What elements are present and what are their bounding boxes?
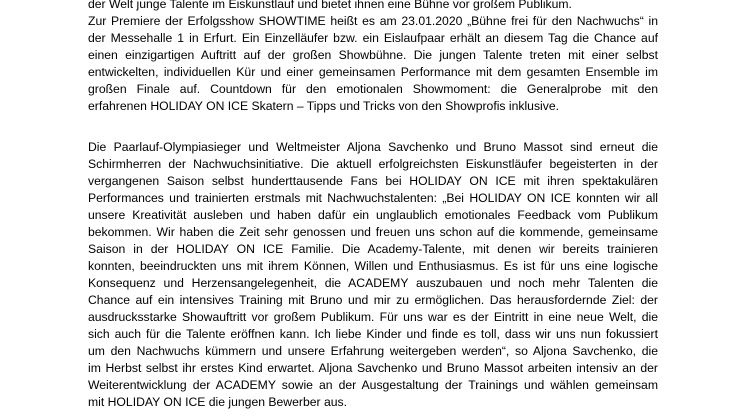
text-line: der Messehalle 1 in Erfurt. Ein Einzelläufer bzw. ein Eislaufpaar erhält an diesem Tag die Chance auf: [88, 31, 658, 45]
text-line: einen einzigartigen Auftritt auf der großen Showbühne. Die jungen Talente treten mit einer selbst: [88, 48, 658, 62]
text-line: ausdrucksstarke Showauftritt vor großem Publikum. Für uns war es der Eintritt in eine neue Welt, die: [88, 310, 658, 324]
text-line: Saison in der HOLIDAY ON ICE Familie. Die Academy-Talente, mit denen wir bereits trainieren: [88, 242, 658, 256]
text-line: Performances und trainierten erstmals mit Nachwuchstalenten: „Bei HOLIDAY ON ICE konnten wir all: [88, 191, 658, 205]
text-line: Konsequenz und Herzensangelegenheit, die ACADEMY auszubauen und noch mehr Talenten die: [88, 276, 658, 290]
text-line: im Herbst selbst ihr erstes Kind erwartet. Aljona Savchenko und Bruno Massot arbeiten intensiv an der: [88, 361, 658, 375]
text-line: Zur Premiere der Erfolgsshow SHOWTIME heißt es am 23.01.2020 „Bühne frei für den Nachwuchs“ in: [88, 14, 658, 28]
text-line: konnten, beeindruckten uns mit ihrem Können, Willen und Enthusiasmus. Es ist für uns eine logische: [88, 259, 658, 273]
text-line: um den Nachwuchs kümmern und unsere Erfahrung weitergeben werden“, so Aljona Savchenko, die: [88, 344, 658, 358]
text-line: sich auch für die Talente eröffnen kann. Ich liebe Kinder und finde es toll, dass wir uns nun fokussiert: [88, 327, 658, 341]
text-line: mit HOLIDAY ON ICE die jungen Bewerber aus.: [88, 395, 347, 409]
text-line: Weiterentwicklung der ACADEMY sowie an der Ausgestaltung der Trainings und wählen gemeinsam: [88, 378, 658, 392]
text-line: Chance auf ein intensives Training mit Bruno und mir zu ermöglichen. Das herausfordernde Ziel: der: [88, 293, 658, 307]
text-line: vergangenen Saison selbst hunderttausende Fans bei HOLIDAY ON ICE mit ihren spektakulären: [88, 174, 658, 188]
text-line: der Welt junge Talente im Eiskunstlauf und bietet ihnen eine Bühne vor großem Publikum.: [88, 0, 572, 11]
text-line: entwickelten, individuellen Kür und einer gemeinsamen Performance mit dem gesamten Ensemble im: [88, 65, 658, 79]
text-line: großen Finale auf. Countdown für den emotionalen Showmoment: die Generalprobe mit den: [88, 82, 658, 96]
text-line: erfahrenen HOLIDAY ON ICE Skatern – Tipps und Tricks von den Showprofis inklusive.: [88, 99, 560, 113]
text-line: bekommen. Wir haben die Zeit sehr genossen und freuen uns schon auf die kommende, gemeinsame: [88, 225, 658, 239]
text-line: Schirmherren der Nachwuchsinitiative. Die aktuell erfolgreichsten Eiskunstläufer begeisterten in der: [88, 157, 658, 171]
text-line: Die Paarlauf-Olympiasieger und Weltmeister Aljona Savchenko und Bruno Massot sind erneut die: [88, 140, 658, 154]
text-line: unsere Kreativität ausleben und haben dafür ein unglaublich emotionales Feedback vom Publikum: [88, 208, 658, 222]
